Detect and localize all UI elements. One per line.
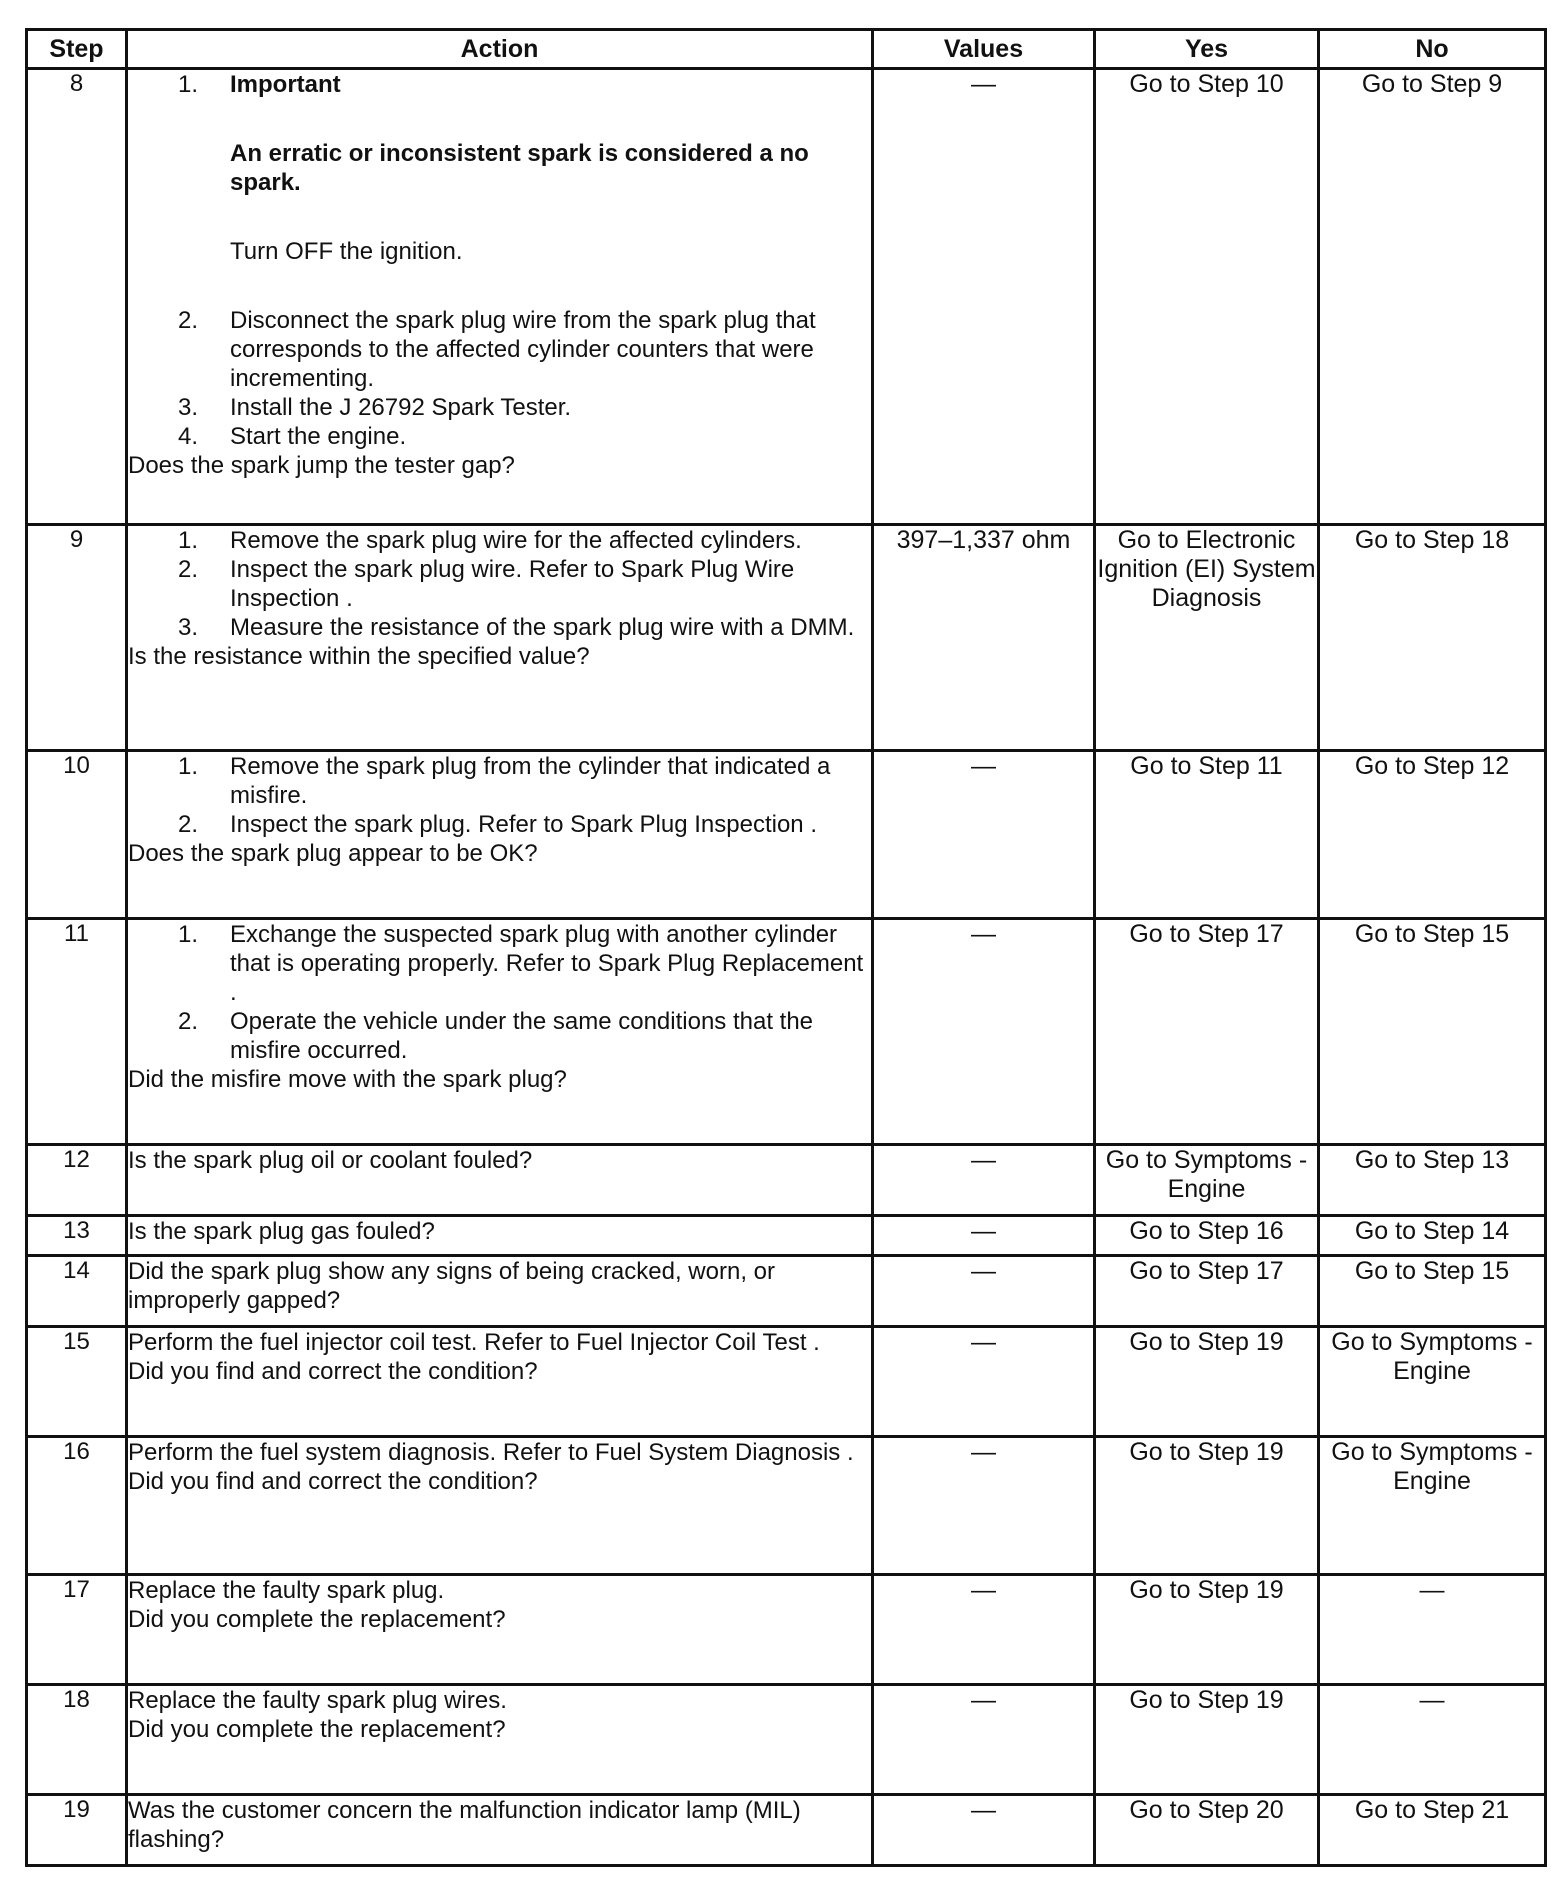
step-number: 10 <box>27 751 127 919</box>
list-item: 2. Operate the vehicle under the same conditions that the misfire occurred. <box>128 1007 871 1065</box>
values-cell: — <box>873 919 1095 1145</box>
action-cell <box>127 751 873 919</box>
action-cell <box>127 1437 873 1575</box>
question: Did you find and correct the condition? <box>128 1468 538 1495</box>
item-text: Inspect the spark plug. Refer to Spark Plug Inspection . <box>230 811 817 838</box>
values-cell: — <box>873 1795 1095 1866</box>
list-item: 2. Inspect the spark plug. Refer to Spark Plug Inspection . <box>128 810 871 839</box>
table-row <box>27 525 1546 751</box>
step-number: 15 <box>27 1327 127 1437</box>
yes-cell: Go to Step 19 <box>1095 1575 1319 1685</box>
action-text: Replace the faulty spark plug. <box>128 1577 445 1604</box>
values-cell: — <box>873 1437 1095 1575</box>
item-text: Measure the resistance of the spark plug wire with a DMM. <box>230 614 855 641</box>
no-cell: Go to Step 15 <box>1319 1256 1546 1327</box>
list-item: 1. Exchange the suspected spark plug with another cylinder that is operating properly. Refer to Spark Plug Replacement . <box>128 920 871 1007</box>
values-cell: — <box>873 1327 1095 1437</box>
question: Did you complete the replacement? <box>128 1716 506 1743</box>
no-cell: — <box>1319 1575 1546 1685</box>
table-row <box>27 1437 1546 1575</box>
values-cell: — <box>873 1575 1095 1685</box>
question: Did the misfire move with the spark plug? <box>128 1066 567 1093</box>
table-row <box>27 751 1546 919</box>
table-row <box>27 1256 1546 1327</box>
question: Did you complete the replacement? <box>128 1606 506 1633</box>
item-text: Remove the spark plug from the cylinder that indicated a misfire. <box>230 753 831 809</box>
yes-cell: Go to Step 20 <box>1095 1795 1319 1866</box>
item-text: Install the J 26792 Spark Tester. <box>230 394 572 421</box>
no-cell: Go to Symptoms - Engine <box>1319 1437 1546 1575</box>
no-cell: Go to Symptoms - Engine <box>1319 1327 1546 1437</box>
header-row <box>27 30 1546 69</box>
step-number: 17 <box>27 1575 127 1685</box>
action-cell <box>127 1575 873 1685</box>
list-item <box>128 70 871 306</box>
list-item: 2. Disconnect the spark plug wire from the spark plug that corresponds to the affected cylinder counters that were incrementing. <box>128 306 871 393</box>
action-cell <box>127 69 873 525</box>
no-cell: Go to Step 14 <box>1319 1216 1546 1256</box>
important-note: An erratic or inconsistent spark is considered a no spark. <box>230 140 809 196</box>
item-text: Operate the vehicle under the same conditions that the misfire occurred. <box>230 1008 814 1064</box>
list-item: 4. Start the engine. <box>128 422 871 451</box>
table-row <box>27 1575 1546 1685</box>
step-number: 19 <box>27 1795 127 1866</box>
step-number: 14 <box>27 1256 127 1327</box>
yes-cell: Go to Step 11 <box>1095 751 1319 919</box>
no-cell: Go to Step 21 <box>1319 1795 1546 1866</box>
action-text: Is the spark plug gas fouled? <box>128 1218 435 1245</box>
yes-cell: Go to Step 17 <box>1095 1256 1319 1327</box>
list-item: 3. Measure the resistance of the spark plug wire with a DMM. <box>128 613 871 642</box>
list-item: 1. Remove the spark plug wire for the affected cylinders. <box>128 526 871 555</box>
no-cell: — <box>1319 1685 1546 1795</box>
yes-cell: Go to Step 17 <box>1095 919 1319 1145</box>
action-cell <box>127 1145 873 1216</box>
item-text: Inspect the spark plug wire. Refer to Spark Plug Wire Inspection . <box>230 556 795 612</box>
no-cell: Go to Step 9 <box>1319 69 1546 525</box>
table-row <box>27 1145 1546 1216</box>
step-number: 13 <box>27 1216 127 1256</box>
item-text: Exchange the suspected spark plug with another cylinder that is operating properly. Refer to Spark Plug Replacement . <box>230 921 864 1006</box>
yes-cell: Go to Step 19 <box>1095 1327 1319 1437</box>
important-title: Important <box>230 71 341 98</box>
action-text: Replace the faulty spark plug wires. <box>128 1687 507 1714</box>
action-cell <box>127 1216 873 1256</box>
item-number: 1. <box>178 71 199 98</box>
no-cell: Go to Step 12 <box>1319 751 1546 919</box>
action-text: Is the spark plug oil or coolant fouled? <box>128 1147 533 1174</box>
yes-cell: Go to Step 19 <box>1095 1437 1319 1575</box>
item-text: Start the engine. <box>230 423 407 450</box>
yes-cell: Go to Step 10 <box>1095 69 1319 525</box>
values-cell: — <box>873 751 1095 919</box>
action-text: Did the spark plug show any signs of being cracked, worn, or improperly gapped? <box>128 1258 776 1314</box>
values-cell: — <box>873 69 1095 525</box>
question: Does the spark plug appear to be OK? <box>128 840 538 867</box>
action-text: Perform the fuel injector coil test. Refer to Fuel Injector Coil Test . <box>128 1329 820 1356</box>
values-cell: — <box>873 1216 1095 1256</box>
item-text: Disconnect the spark plug wire from the spark plug that corresponds to the affected cylinder counters that were incrementing. <box>230 307 816 392</box>
important-action: Turn OFF the ignition. <box>230 238 463 265</box>
table-row <box>27 1685 1546 1795</box>
table-row <box>27 69 1546 525</box>
values-cell: — <box>873 1256 1095 1327</box>
action-cell <box>127 1327 873 1437</box>
question: Did you find and correct the condition? <box>128 1358 538 1385</box>
step-number: 18 <box>27 1685 127 1795</box>
item-text: Remove the spark plug wire for the affected cylinders. <box>230 527 802 554</box>
step-number: 16 <box>27 1437 127 1575</box>
action-text: Perform the fuel system diagnosis. Refer to Fuel System Diagnosis . <box>128 1439 854 1466</box>
header-no: No <box>1319 30 1546 69</box>
table-row <box>27 1327 1546 1437</box>
action-cell <box>127 919 873 1145</box>
values-cell: — <box>873 1145 1095 1216</box>
values-cell: — <box>873 1685 1095 1795</box>
step-number: 9 <box>27 525 127 751</box>
no-cell: Go to Step 15 <box>1319 919 1546 1145</box>
yes-cell: Go to Step 16 <box>1095 1216 1319 1256</box>
yes-cell: Go to Electronic Ignition (EI) System Diagnosis <box>1095 525 1319 751</box>
action-cell <box>127 1256 873 1327</box>
table-row <box>27 919 1546 1145</box>
question: Is the resistance within the specified value? <box>128 643 590 670</box>
step-number: 12 <box>27 1145 127 1216</box>
table-row <box>27 1216 1546 1256</box>
list-item: 1. Remove the spark plug from the cylinder that indicated a misfire. <box>128 752 871 810</box>
no-cell: Go to Step 13 <box>1319 1145 1546 1216</box>
yes-cell: Go to Symptoms - Engine <box>1095 1145 1319 1216</box>
action-cell <box>127 1685 873 1795</box>
values-cell: 397–1,337 ohm <box>873 525 1095 751</box>
action-cell <box>127 1795 873 1866</box>
list-item: 2. Inspect the spark plug wire. Refer to Spark Plug Wire Inspection . <box>128 555 871 613</box>
header-step: Step <box>27 30 127 69</box>
list-item: 3. Install the J 26792 Spark Tester. <box>128 393 871 422</box>
question: Does the spark jump the tester gap? <box>128 452 515 479</box>
header-yes: Yes <box>1095 30 1319 69</box>
diagnostic-table <box>25 28 1547 1867</box>
step-number: 8 <box>27 69 127 525</box>
step-number: 11 <box>27 919 127 1145</box>
table-row <box>27 1795 1546 1866</box>
header-values: Values <box>873 30 1095 69</box>
action-cell <box>127 525 873 751</box>
action-text: Was the customer concern the malfunction indicator lamp (MIL) flashing? <box>128 1797 801 1853</box>
yes-cell: Go to Step 19 <box>1095 1685 1319 1795</box>
header-action: Action <box>127 30 873 69</box>
no-cell: Go to Step 18 <box>1319 525 1546 751</box>
